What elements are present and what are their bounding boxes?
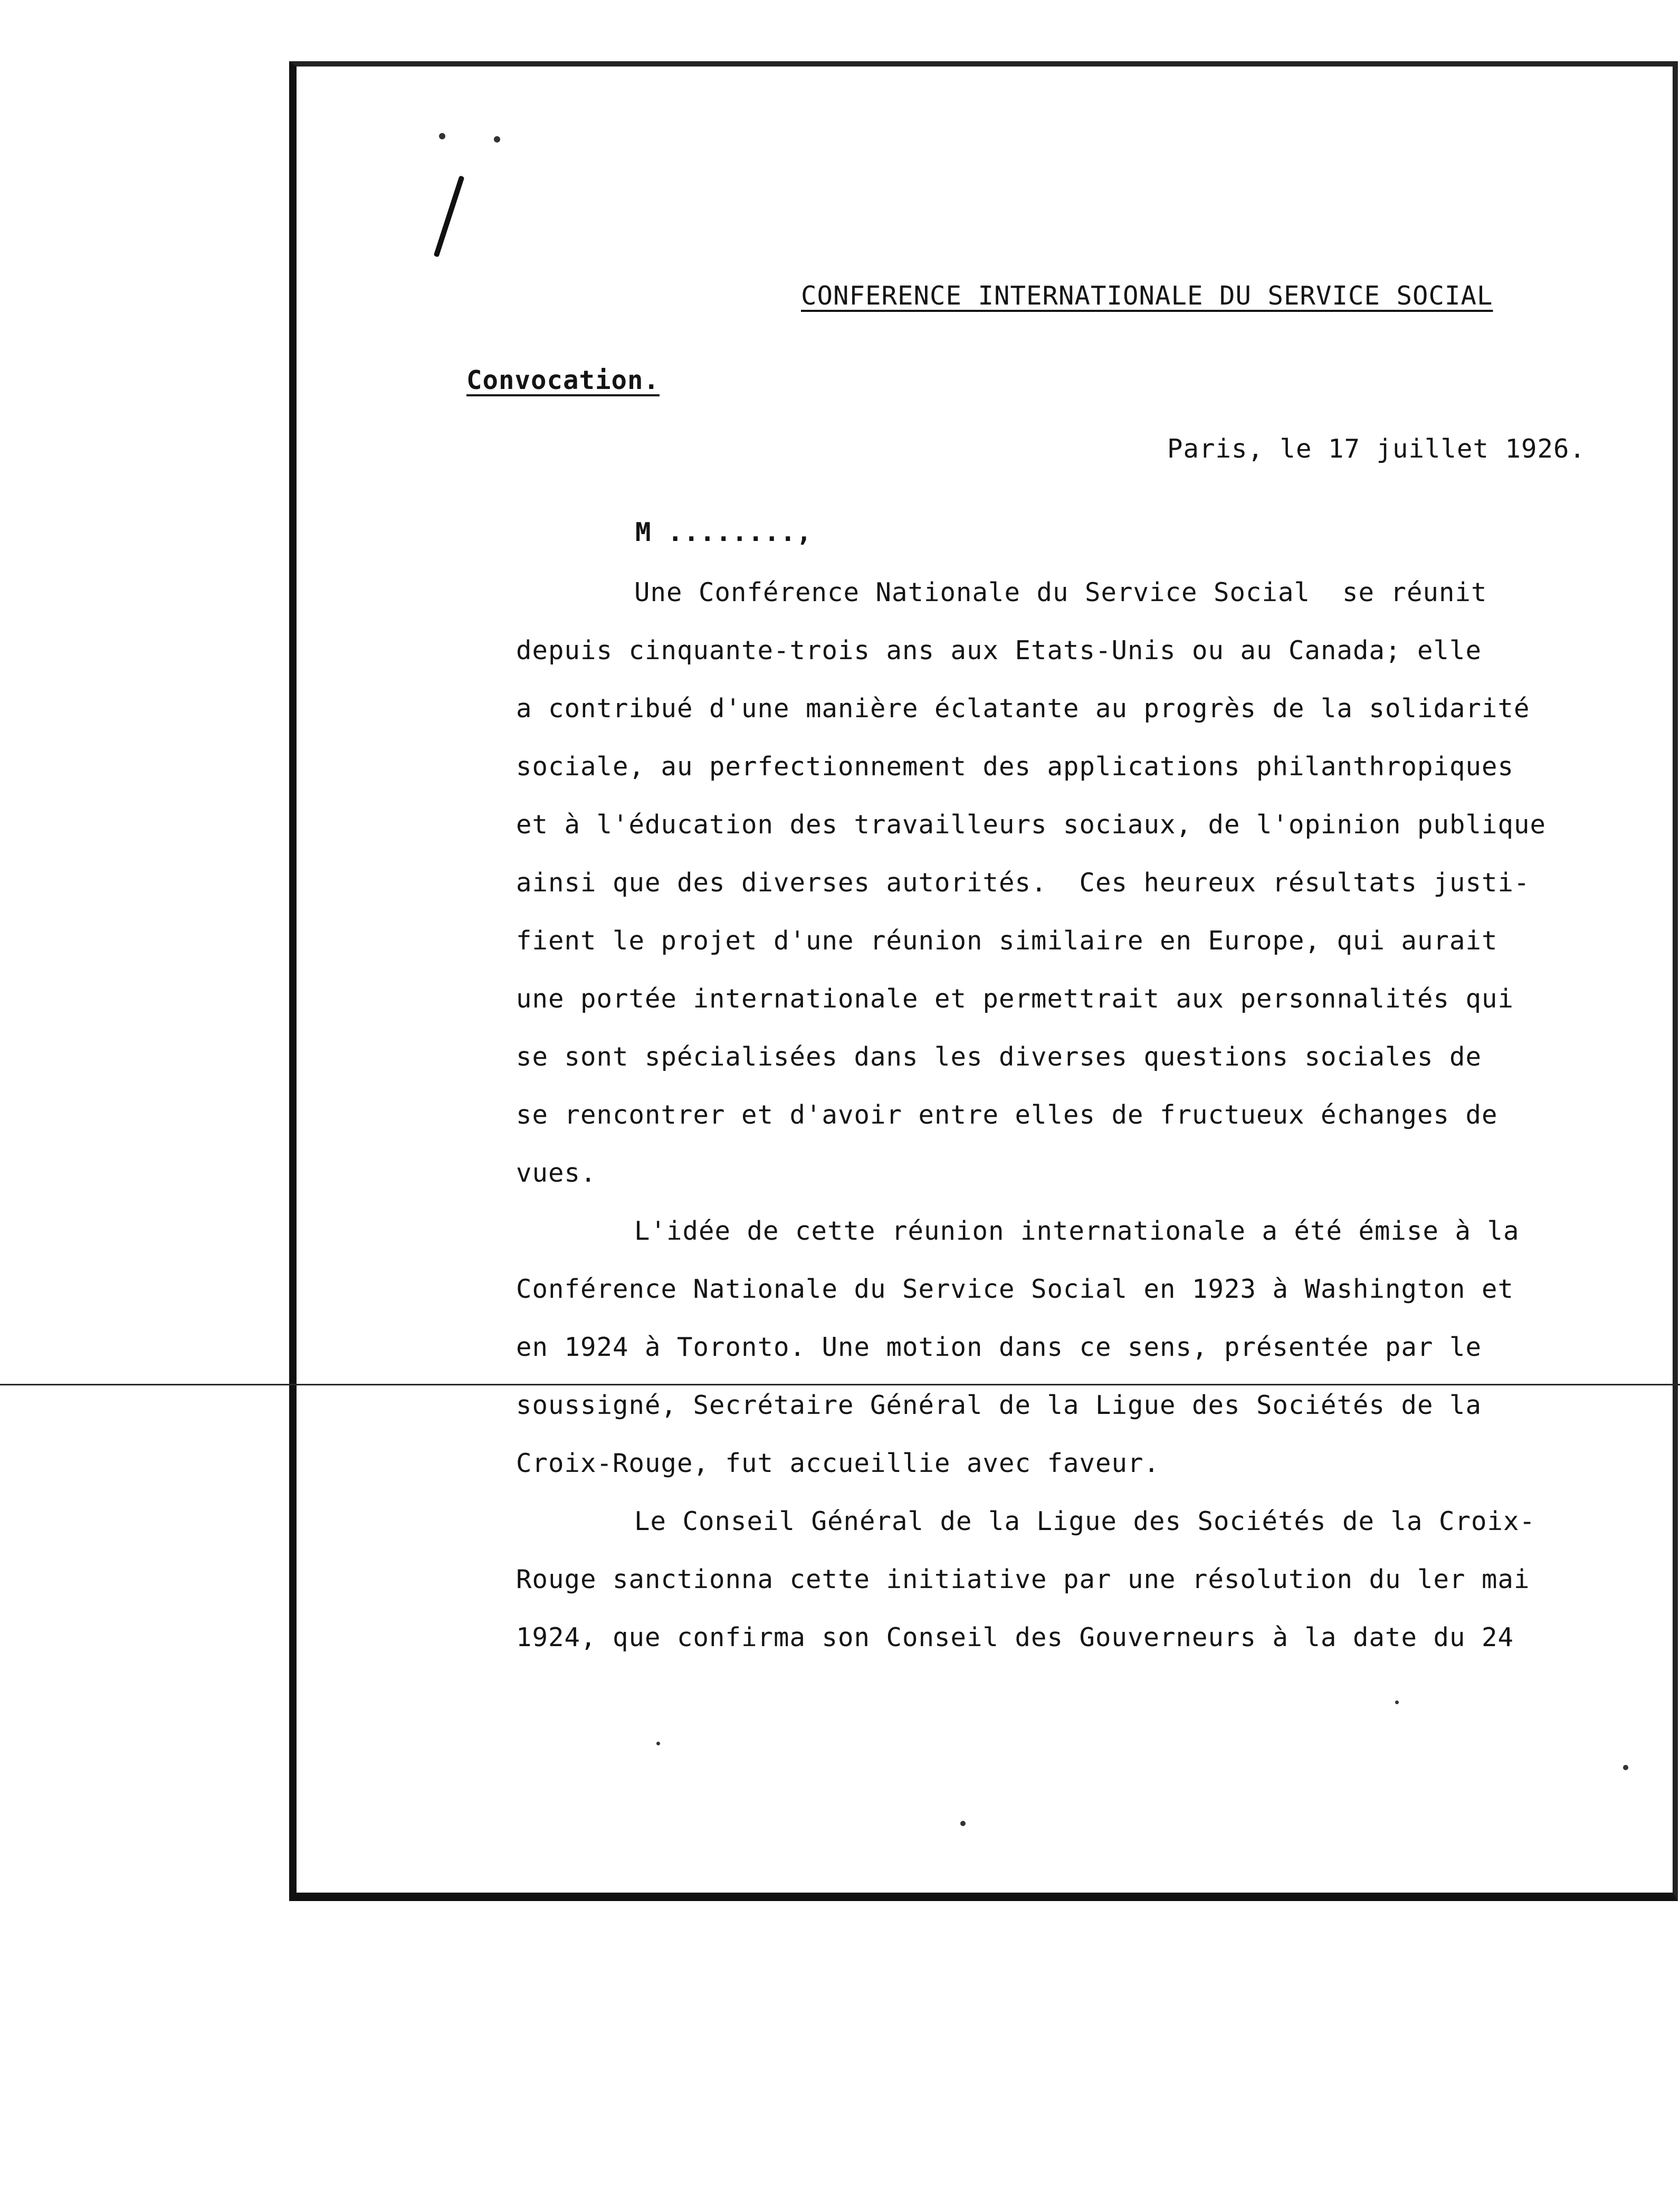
- paragraph-1-line: fient le projet d'une réunion similaire en Europe, qui aurait: [516, 926, 1498, 956]
- paragraph-2-line: Croix-Rouge, fut accueillie avec faveur.: [516, 1448, 1160, 1478]
- speck: [960, 1821, 966, 1826]
- salutation: M ........,: [635, 517, 813, 547]
- paragraph-1-line: et à l'éducation des travailleurs sociaux, de l'opinion publique: [516, 810, 1547, 840]
- paragraph-2-line: en 1924 à Toronto. Une motion dans ce sens, présentée par le: [516, 1332, 1482, 1362]
- paragraph-3-line: Rouge sanctionna cette initiative par une résolution du ler mai: [516, 1564, 1530, 1594]
- paragraph-1-line: sociale, au perfectionnement des applications philanthropiques: [516, 752, 1514, 782]
- paragraph-1-line: se sont spécialisées dans les diverses questions sociales de: [516, 1042, 1482, 1072]
- date-line: Paris, le 17 juillet 1926.: [1167, 434, 1586, 464]
- paragraph-1-line: depuis cinquante-trois ans aux Etats-Unis ou au Canada; elle: [516, 635, 1482, 666]
- speck: [439, 133, 445, 139]
- paragraph-1-line: ainsi que des diverses autorités. Ces heureux résultats justi-: [516, 868, 1530, 898]
- document-heading: CONFERENCE INTERNATIONALE DU SERVICE SOCIAL: [801, 281, 1493, 311]
- paragraph-3-line: Le Conseil Général de la Ligue des Sociétés de la Croix-: [634, 1506, 1536, 1536]
- document-label: Convocation.: [466, 365, 660, 395]
- speck: [1395, 1700, 1399, 1704]
- speck: [1623, 1765, 1628, 1770]
- paragraph-2-line: soussigné, Secrétaire Général de la Ligue des Sociétés de la: [516, 1390, 1482, 1420]
- speck: [656, 1742, 660, 1745]
- paragraph-3-line: 1924, que confirma son Conseil des Gouverneurs à la date du 24: [516, 1622, 1514, 1652]
- fold-line: [0, 1384, 1680, 1385]
- paragraph-1-line: une portée internationale et permettrait aux personnalités qui: [516, 984, 1514, 1014]
- paragraph-1-line: vues.: [516, 1158, 597, 1188]
- paragraph-1-line: se rencontrer et d'avoir entre elles de fructueux échanges de: [516, 1100, 1498, 1130]
- paragraph-2-line: L'idée de cette réunion internationale a été émise à la: [634, 1216, 1520, 1246]
- speck: [494, 136, 500, 142]
- paragraph-2-line: Conférence Nationale du Service Social en 1923 à Washington et: [516, 1274, 1514, 1304]
- paragraph-1-line: Une Conférence Nationale du Service Social se réunit: [634, 577, 1487, 607]
- paragraph-1-line: a contribué d'une manière éclatante au progrès de la solidarité: [516, 694, 1530, 724]
